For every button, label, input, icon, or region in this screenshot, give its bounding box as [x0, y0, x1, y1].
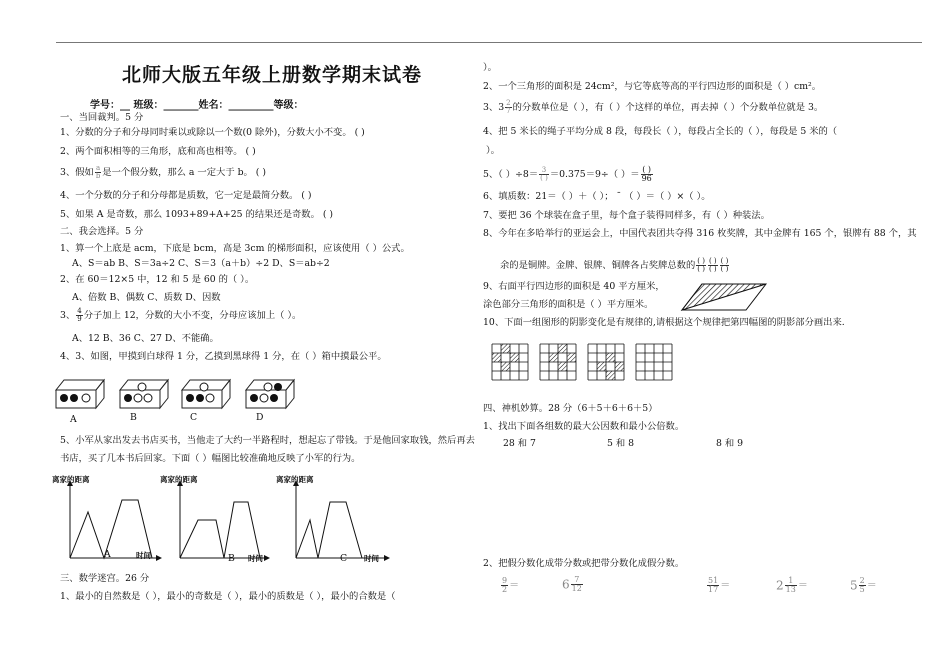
convert-1: $\frac{9}{2}$ ＝ [502, 576, 520, 594]
distance-graph-c [293, 480, 390, 561]
graph-c-xlabel: 时间 [364, 554, 379, 563]
maze-q5-prefix: 5、（ ）÷8＝ [483, 169, 539, 180]
choice-q5-line1: 5、小军从家出发去书店买书，当他走了大约一半路程时，想起忘了带钱。于是他回家取钱，然后再去 [60, 435, 475, 446]
pattern-grid-2 [540, 344, 576, 380]
judge-q2: 2、两个面积相等的三角形，底和高也相等。 ( ) [60, 146, 256, 157]
shaded-cell [510, 353, 519, 362]
convert-3: $\frac{51}{17}$ ＝ [708, 576, 731, 594]
distance-graph-a [67, 480, 162, 561]
fraction-silver: $\frac{( )}{( )}$ [708, 257, 717, 273]
maze-q8-line2 [500, 258, 730, 273]
judge-q1: 1、分数的分子和分母同时乘以或除以一个数(0 除外)，分数大小不变。 ( ) [60, 127, 365, 138]
fraction-blank-96: $\frac{( )}{96}$ [641, 165, 652, 183]
graph-a-xlabel: 时间 [136, 551, 151, 560]
choice-q2: 2、在 60＝12×5 中，12 和 5 是 60 的（ ）。 [60, 274, 255, 285]
graph-c-ylabel: 离家的距离 [276, 475, 314, 484]
top-rule [56, 42, 922, 43]
box-label-c: C [190, 412, 198, 423]
shaded-cell [492, 353, 501, 362]
shaded-cell [606, 353, 615, 362]
choice-q3-options: A、12 B、36 C、27 D、不能确。 [72, 333, 219, 344]
fraction-bronze: $\frac{( )}{( )}$ [720, 257, 729, 273]
pair-3: 8 和 9 [716, 438, 744, 449]
graph-label-b: B [228, 553, 235, 564]
judge-q5: 5、如果 A 是奇数，那么 1093+89+A+25 的结果还是奇数。 ( ) [60, 209, 334, 220]
maze-q10: 10、下面一组图形的阴影变化是有规律的,请根据这个规律把第四幅图的阴影部分画出来. [483, 317, 845, 328]
graph-b-ylabel: 离家的距离 [160, 475, 198, 484]
convert-5: 5 $\frac{2}{5}$ ＝ [850, 576, 877, 594]
shaded-cell [597, 362, 606, 371]
fraction-4-9: $\frac{4}{9}$ [77, 307, 82, 323]
choice-q2-options: A、倍数 B、偶数 C、质数 D、因数 [72, 292, 221, 303]
shaded-cell [567, 353, 576, 362]
maze-q1: 1、最小的自然数是（ ），最小的奇数是（ ），最小的质数是（ ），最小的合数是（ [60, 591, 396, 602]
shaded-cell [549, 353, 558, 362]
page-title: 北师大版五年级上册数学期末试卷 [122, 64, 423, 86]
pair-1: 28 和 7 [503, 438, 536, 449]
calc-q1: 1、找出下面各组数的最大公因数和最小公倍数。 [483, 421, 685, 432]
graph-label-c: C [340, 553, 348, 564]
maze-q3-prefix: 3、3 [483, 102, 505, 113]
convert-2: 6 $\frac{7}{12}$ [562, 575, 582, 593]
choice-q3 [60, 308, 301, 323]
section-2-heading: 二、我会选择。5 分 [60, 226, 144, 237]
section-3-heading: 三、数学迷宫。26 分 [60, 573, 150, 584]
judge-q3-text: 是一个假分数，那么 a 一定大于 b。 ( ) [102, 167, 266, 178]
shaded-cell [558, 344, 567, 353]
maze-q1-cont: ）。 [483, 62, 497, 73]
pattern-grid-3 [588, 344, 624, 380]
judge-q4: 4、一个分数的分子和分母都是质数，它一定是最简分数。 ( ) [60, 190, 312, 201]
pattern-grid-4 [636, 344, 672, 380]
shaded-cell [501, 344, 510, 353]
choice-q3-text: 分子加上 12，分数的大小不变，分母应该加上（ ）。 [83, 310, 302, 321]
maze-q5-text: ＝0.375＝9÷（ ）＝ [549, 169, 640, 180]
box-label-a: A [70, 414, 77, 425]
maze-q6: 6、填质数：21＝（ ）＋（ ）； ¯ （ ）＝（ ）×（ ）。 [483, 191, 711, 202]
shaded-cell [501, 362, 510, 371]
pattern-grid-group [492, 344, 672, 380]
choice-q1-options: A、S＝ab B、S＝3a÷2 C、S＝3（a＋b）÷2 D、S＝ab÷2 [72, 258, 330, 269]
shaded-cell [606, 371, 615, 380]
calc-q2: 2、把假分数化成带分数或把带分数化成假分数。 [483, 558, 685, 569]
maze-q4-line2: ）。 [486, 145, 500, 156]
box-label-b: B [130, 412, 137, 423]
choice-q3-prefix: 3、 [60, 310, 76, 321]
shaded-cell [558, 362, 567, 371]
pattern-grid-1 [492, 344, 528, 380]
judge-q3 [60, 165, 266, 180]
choice-q4: 4、3、如图，甲摸到白球得 1 分，乙摸到黑球得 1 分，在（ ）箱中摸最公平。 [60, 351, 387, 362]
ball-box-d [246, 380, 294, 408]
maze-q8-text: 余的是铜牌。金牌、银牌、铜牌各占奖牌总数的 [500, 260, 696, 271]
maze-q9-line1: 9、右面平行四边形的面积是 40 平方厘米， [483, 281, 665, 292]
maze-q2: 2、一个三角形的面积是 24cm²，与它等底等高的平行四边形的面积是（ ）cm²。 [483, 81, 822, 92]
maze-q8-line1: 8、今年在多哈举行的亚运会上，中国代表团共夺得 316 枚奖牌，其中金牌有 165 个，银牌有 88 个，其 [483, 228, 917, 239]
maze-q4-line1: 4、把 5 米长的绳子平均分成 8 段，每段长（ ），每段占全长的（ ），每段是 5 米的（ [483, 126, 838, 137]
graph-b-xlabel: 时间 [248, 554, 263, 563]
judge-q3-prefix: 3、假如 [60, 167, 94, 178]
section-1-heading: 一、当回裁判。5 分 [60, 112, 144, 123]
maze-q9-line2: 涂色部分三角形的面积是（ ）平方厘米。 [483, 299, 654, 310]
maze-q3 [483, 100, 823, 115]
choice-q5-line2: 书店，买了几本书后回家。下面（ ）幅图比较准确地反映了小军的行为。 [60, 453, 361, 464]
shading-pattern-grids [490, 340, 690, 386]
parallelogram-figure [680, 280, 770, 314]
fraction-a-over-b: $\frac{a}{b}$ [95, 164, 101, 180]
ball-box-b [120, 380, 168, 408]
maze-q3-text: 的分数单位是（ ），有（ ）个这样的单位，再去掉（ ）个分数单位就是 3。 [512, 102, 824, 113]
graph-a-ylabel: 离家的距离 [52, 475, 90, 484]
ball-box-a [56, 380, 104, 408]
ball-box-c [182, 380, 230, 408]
ball-boxes-figure [48, 368, 308, 428]
graph-label-a: A [104, 549, 111, 560]
fraction-gold: $\frac{( )}{( )}$ [697, 257, 705, 273]
pair-2: 5 和 8 [607, 438, 635, 449]
fraction-3-blank: $\frac{3}{( )}$ [540, 166, 548, 182]
student-info-line: 学号：__ 班级：_______姓名：_________等级： [90, 100, 304, 111]
box-label-d: D [256, 412, 264, 423]
fraction-2-7: $\frac{2}{7}$ [506, 99, 511, 115]
choice-q1: 1、算一个上底是 acm，下底是 bcm，高是 3cm 的梯形面积，应该使用（ ）公式。 [60, 243, 410, 254]
shaded-cell [615, 362, 624, 371]
maze-q7: 7、要把 36 个球装在盒子里，每个盒子装得同样多，有（ ）种装法。 [483, 210, 770, 221]
section-4-heading: 四、神机妙算。28 分（6＋5＋6＋6＋5） [483, 403, 658, 414]
maze-q5 [483, 166, 654, 183]
convert-4: 2 $\frac{1}{13}$ ＝ [776, 576, 808, 594]
distance-graph-b [177, 480, 270, 561]
